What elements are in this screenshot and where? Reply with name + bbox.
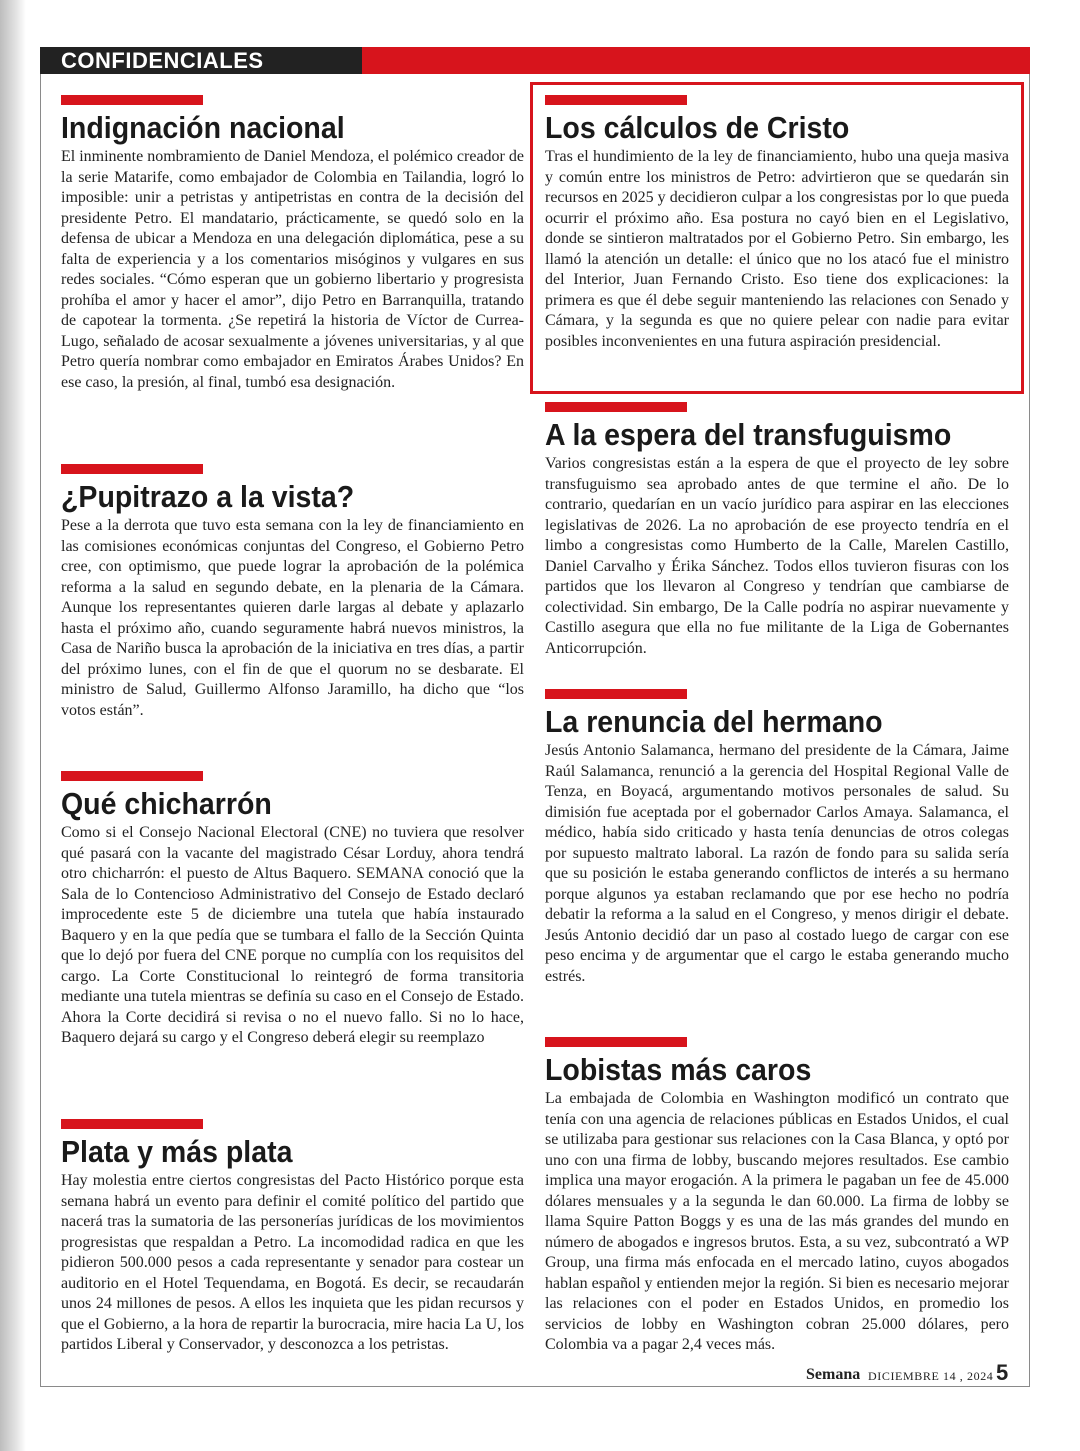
article-accent-bar [545,1037,687,1047]
article-body: El inminente nombramiento de Daniel Mendoza, el polémico creador de la serie Matarife, como embajador de Colombia en Tailandia, logró lo imposible: unir a petristas y antipetristas en contra de la decisión del presidente Petro. El mandatario, prácticamente, se quedó solo en la defensa de ubicar a Mendoza en una delegación diplomática, pese a su falta de experiencia y a los comentarios misóginos y vulgares en sus redes sociales. “Cómo esperan que un gobierno libertario y progresista prohíba el amor y hacer el amor”, dijo Petro en Barranquilla, tratando de capotear la tormenta. ¿Se repetirá la historia de Víctor de Currea-Lugo, señalado de acosar sexualmente a jóvenes universitarias, y al que Petro quería nombrar como embajador en Emiratos Árabes Unidos? En ese caso, la presión, al final, tumbó esa designación. [61,148,524,391]
article-que-chicharron [61,771,524,1049]
article-body: Como si el Consejo Nacional Electoral (CNE) no tuviera que resolver qué pasará con la vacante del magistrado César Lorduy, ahora tendrá otro chicharrón: el puesto de Altus Baquero. SEMANA conoció que la Sala de lo Contencioso Administrativo del Consejo de Estado declaró improcedente este 5 de diciembre una tutela que había instaurado Baquero y en la que pedía que se tumbara el fallo de la Sección Quinta que lo dejó por fuera del CNE porque no cumplía con los requisitos del cargo. La Corte Constitucional lo reintegró de forma transitoria mediante una tutela mientras se definía su caso en el Consejo de Estado. Ahora la Corte decidirá si revisa o no el nuevo fallo. Si no lo hace, Baquero dejará su cargo y el Congreso deberá elegir su reemplazo [61,824,524,1046]
article-body: Hay molestia entre ciertos congresistas del Pacto Histórico porque esta semana habrá un evento para definir el comité político del partido que nacerá tras la sumatoria de las personerías jurídicas de los movimientos progresistas que respaldan a Petro. La incomodidad radica en que les pidieron 500.000 pesos a cada representante y senador para costear un auditorio en el Hotel Tequendama, en Bogotá. Es decir, se recaudarán unos 24 millones de pesos. A ellos les inquieta que les pidan recursos y que el Gobierno, a la hora de repartir la burocracia, mire hacia La U, los partidos Liberal y Conservador, y desconozca a los petristas. [61,1172,524,1353]
article-lobistas-mas-caros [545,1037,1009,1356]
article-accent-bar [61,771,203,781]
article-title: Qué chicharrón [61,786,272,821]
article-accent-bar [61,95,203,105]
article-title: ¿Pupitrazo a la vista? [61,479,355,514]
article-accent-bar [61,1119,203,1129]
footer-date: DICIEMBRE 14 , 2024 [868,1369,994,1383]
article-body: Pese a la derrota que tuvo esta semana con la ley de financiamiento en las comisiones económicas conjuntas del Congreso, el Gobierno Petro cree, con optimismo, que puede lograr la aprobación de la polémica reforma a la salud en segundo debate, en la plenaria de la Cámara. Aunque los representantes quieren darle largas al debate y aplazarlo hasta el próximo año, cuando seguramente habrá nuevos ministros, la Casa de Nariño busca la aprobación de la iniciativa en tres días, a partir del próximo lunes, con el fin de que el quorum no se desbarate. El ministro de Salud, Guillermo Alfonso Jaramillo, ha dicho que “los votos están”. [61,517,524,719]
article-title: A la espera del transfuguismo [545,417,952,452]
article-accent-bar [61,464,203,474]
article-title: Indignación nacional [61,110,345,145]
article-indignacion-nacional [61,95,524,393]
page-number: 5 [996,1360,1009,1385]
article-title: La renuncia del hermano [545,704,883,739]
article-title: Los cálculos de Cristo [545,110,850,145]
article-body: La embajada de Colombia en Washington modificó un contrato que tenía con una agencia de relaciones públicas en Estados Unidos, el cual se utilizaba para gestionar sus relaciones con la Casa Blanca, y optó por uno con una firma de lobby, buscando mejores resultados. Ese cambio implica una mayor erogación. A la primera le pagaban un fee de 45.000 dólares mensuales y a la segunda le dan 60.000. La firma de lobby se llama Squire Patton Boggs y es una de las más grandes del mundo en número de abogados e ingresos brutos. Esta, a su vez, subcontrató a WP Group, una firma más enfocada en el mercado latino, cuyos abogados hablan español y entienden mejor la región. Si bien es necesario mejorar las relaciones con el poder en Estados Unidos, en promedio los servicios de lobby en Washington cobran 25.000 dólares, pero Colombia va a pagar 2,4 veces más. [545,1090,1009,1353]
page-binding-shadow [0,0,26,1451]
article-title: Lobistas más caros [545,1052,812,1087]
article-transfuguismo [545,402,1009,659]
article-body: Tras el hundimiento de la ley de financiamiento, hubo una queja masiva y común entre los ministros de Petro: advirtieron que se quedarán sin recursos en 2025 y decidieron culpar a los congresistas por lo que pueda ocurrir el próximo año. Esa postura no cayó bien en el Legislativo, donde se sintieron maltratados por el Gobierno Petro. Sin embargo, les llamó la atención un detalle: el único que no los atacó fue el ministro del Interior, Juan Fernando Cristo. Eso tiene dos explicaciones: la primera es que él debe seguir manteniendo las relaciones con Senado y Cámara, y la segunda es que no quiere pelear con nadie para evitar posibles inconvenientes en una futura aspiración presidencial. [545,148,1009,350]
article-accent-bar [545,689,687,699]
article-body: Varios congresistas están a la espera de que el proyecto de ley sobre transfuguismo sea aprobado antes de que termine el año. De lo contrario, quedarían en un vacío jurídico para aspirar en las elecciones legislativas de 2026. La no aprobación de ese proyecto tendría en el limbo a congresistas como Humberto de la Calle, Marelen Castillo, Daniel Carvalho y Érika Sánchez. Todos ellos tuvieron fisuras con los partidos que los llevaron al Congreso y tendrían que cambiarse de colectividad. Sin embargo, De la Calle podría no aspirar nuevamente y Castillo asegura que ella no fue militante de la Liga de Gobernantes Anticorrupción. [545,455,1009,657]
footer-brand: Semana [806,1366,861,1383]
article-accent-bar [545,402,687,412]
article-body: Jesús Antonio Salamanca, hermano del presidente de la Cámara, Jaime Raúl Salamanca, renunció a la gerencia del Hospital Regional Valle de Tenza, en Boyacá, argumentando motivos personales de salud. Su dimisión fue aceptada por el gobernador Carlos Amaya. Salamanca, el médico, había sido criticado y hasta tenía denuncias de otros colegas por supuesto maltrato laboral. La razón de fondo para su salida sería que su posición le estaba generando conflictos de interés a su hermano porque algunos ya estaban reclamando que por ese hecho no podría debatir la reforma a la salud en el Congreso, y menos dirigir el debate. Jesús Antonio decidió dar un paso al costado luego de cargar con ese peso encima y de argumentar que el cargo le estaba generando mucho estrés. [545,742,1009,985]
article-pupitrazo [61,464,524,721]
article-plata-y-mas-plata [61,1119,524,1356]
article-renuncia-del-hermano [545,689,1009,987]
section-label: CONFIDENCIALES [61,48,264,73]
article-calculos-de-cristo [545,95,1009,352]
article-title: Plata y más plata [61,1134,293,1169]
article-accent-bar [545,95,687,105]
